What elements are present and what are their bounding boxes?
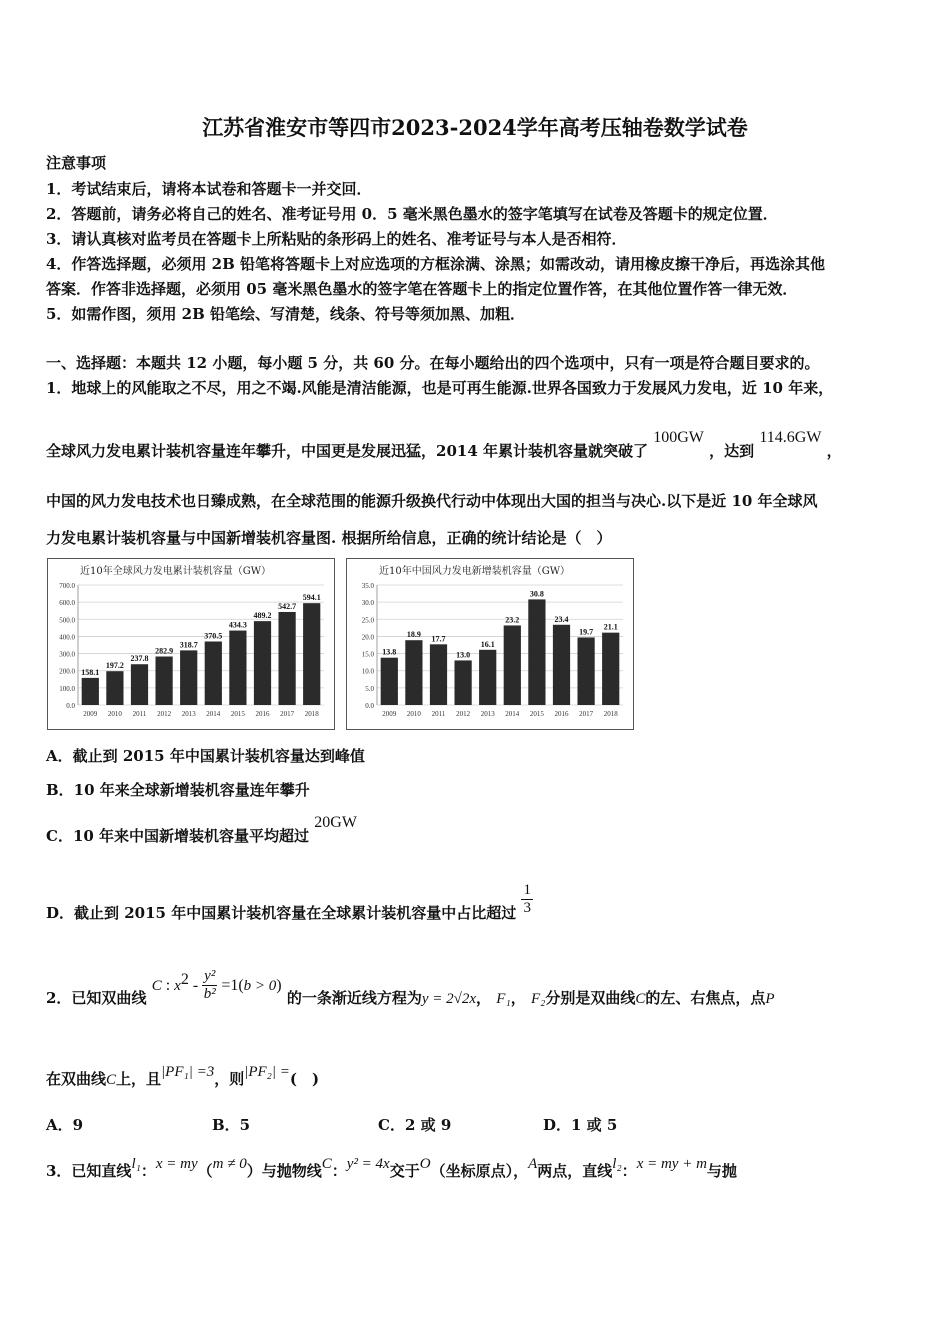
q3-line1	[46, 1152, 737, 1180]
q2-line1: 2．已知双曲线 C : $x^2$ - $\frac{\text{y²}}{\text{b²}}$ =1(b > 0) 的一条渐近线方程为y = 2√2x， F₁， F₂分别是双曲线C的左、右焦点，点P	[46, 968, 775, 1007]
bar	[454, 660, 471, 705]
math-l1: l₁	[131, 1156, 141, 1172]
fraction-y2-b2	[202, 968, 217, 1003]
q1-text: ，	[826, 442, 842, 460]
math-20gw: 20GW	[314, 814, 357, 831]
math-114gw: 114.6GW	[759, 429, 822, 446]
q2-option-c[interactable]: C．2 或 9	[378, 1116, 452, 1134]
data-label: 13.0	[456, 650, 471, 660]
q1-option-d[interactable]	[46, 870, 533, 922]
y-tick-label: 500.0	[59, 616, 75, 625]
y-tick-label: 0.0	[66, 702, 75, 710]
x-tick-label: 2011	[431, 710, 446, 718]
q2-text: ( )	[289, 1070, 320, 1088]
notice-heading: 注意事项	[46, 154, 107, 172]
y-tick-label: 20.0	[361, 633, 374, 642]
y-tick-label: 25.0	[361, 616, 374, 625]
chart-title: 近10年全球风力发电累计装机容量（GW）	[80, 566, 271, 577]
q2-text: ，	[510, 988, 526, 1007]
q1-line3: 中国的风力发电技术也日臻成熟，在全球范围的能源升级换代行动中体现出大国的担当与决心.以下是近 10 年全球风	[46, 492, 818, 510]
bar	[229, 631, 246, 705]
y-tick-label: 400.0	[59, 633, 75, 642]
q2-text: ，则	[214, 1070, 245, 1088]
q1-option-c[interactable]	[46, 814, 357, 846]
bar	[577, 637, 594, 705]
x-tick-label: 2012	[456, 710, 471, 718]
math-asymptote: y = 2√2x	[421, 990, 477, 1007]
data-label: 594.1	[302, 593, 321, 603]
math-100gw: 100GW	[653, 429, 704, 446]
notice-item-4-cont: 答案．作答非选择题，必须用 05 毫米黑色墨水的签字笔在答题卡上的指定位置作答，在其他位置作答一律无效．	[46, 280, 798, 298]
q2-text: 上，且	[116, 1070, 162, 1088]
math-x: x	[174, 977, 181, 994]
x-tick-label: 2012	[157, 710, 172, 718]
bar	[303, 603, 320, 705]
q3-text: 3．已知直线	[46, 1162, 132, 1180]
data-label: 21.1	[603, 622, 618, 632]
q2-text: 的左、右焦点，点	[645, 988, 766, 1007]
x-tick-label: 2009	[382, 710, 397, 718]
bar	[155, 657, 172, 705]
data-label: 318.7	[179, 640, 198, 650]
math-PF2: |PF₂| =	[244, 1064, 290, 1080]
math-minus: -	[188, 976, 203, 994]
notice-item-4: 4．作答选择题，必须用 2B 铅笔将答题卡上对应选项的方框涂满、涂黑；如需改动，请用橡皮擦干净后，再选涂其他	[46, 255, 826, 273]
math-C: C	[151, 977, 162, 994]
section-heading: 一、选择题：本题共 12 小题，每小题 5 分，共 60 分。在每小题给出的四个选项中，只有一项是符合题目要求的。	[46, 354, 820, 372]
math-colon: :	[161, 976, 175, 994]
chart-china-new	[346, 558, 634, 730]
x-tick-label: 2017	[280, 710, 295, 718]
y-tick-label: 0.0	[365, 702, 374, 710]
bar	[405, 640, 422, 705]
x-tick-label: 2014	[206, 710, 221, 718]
math-l2: l₂	[612, 1156, 622, 1172]
y-tick-label: 30.0	[361, 599, 374, 608]
data-label: 30.8	[529, 589, 544, 599]
q3-text: ：	[621, 1162, 637, 1180]
x-tick-label: 2017	[579, 710, 594, 718]
q1-text: 全球风力发电累计装机容量连年攀升，中国更是发展迅猛，2014 年累计装机容量就突破了	[46, 442, 648, 460]
math-P: P	[765, 990, 775, 1007]
math-paren: )	[276, 976, 282, 994]
x-tick-label: 2013	[181, 710, 196, 718]
q1-option-a[interactable]: A．截止到 2015 年中国累计装机容量达到峰值	[46, 747, 365, 765]
q3-text: 两点，直线	[537, 1162, 613, 1180]
q3-text: ）与抛物线	[246, 1162, 322, 1180]
x-tick-label: 2018	[304, 710, 319, 718]
math-PF1: |PF₁| =3	[161, 1064, 215, 1080]
math-cond: m ≠ 0	[212, 1156, 247, 1172]
x-tick-label: 2016	[255, 710, 270, 718]
q2-text: ，	[476, 988, 492, 1007]
q1-text: ，达到	[709, 442, 755, 460]
x-tick-label: 2018	[603, 710, 618, 718]
q3-text: （坐标原点），	[430, 1162, 529, 1180]
math-eq1: x = my	[155, 1156, 198, 1172]
bar	[278, 612, 295, 705]
q2-text: 分别是双曲线	[545, 988, 636, 1007]
x-tick-label: 2009	[83, 710, 98, 718]
bar	[131, 664, 148, 705]
q3-text: （	[197, 1162, 213, 1180]
y-tick-label: 100.0	[59, 684, 75, 693]
data-label: 13.8	[382, 647, 397, 657]
q2-text: 2．已知双曲线	[46, 988, 147, 1007]
notice-item-3: 3．请认真核对监考员在答题卡上所粘贴的条形码上的姓名、准考证号与本人是否相符．	[46, 230, 627, 248]
bar	[106, 671, 123, 705]
math-C: C	[106, 1072, 117, 1088]
bar	[205, 641, 222, 705]
x-tick-label: 2015	[529, 710, 544, 718]
data-label: 370.5	[204, 631, 223, 641]
data-label: 23.4	[554, 614, 569, 624]
q1-option-b[interactable]: B．10 年来全球新增装机容量连年攀升	[46, 781, 310, 799]
q3-text: 交于	[389, 1162, 420, 1180]
data-label: 17.7	[431, 634, 446, 644]
x-tick-label: 2010	[107, 710, 122, 718]
q2-option-a[interactable]: A．9	[46, 1116, 84, 1134]
math-C: C	[635, 990, 646, 1007]
q2-text: 的一条渐近线方程为	[286, 988, 422, 1007]
y-tick-label: 600.0	[59, 599, 75, 608]
option-d-text: D．截止到 2015 年中国累计装机容量在全球累计装机容量中占比超过	[46, 903, 517, 922]
bar	[553, 625, 570, 705]
q2-text: 在双曲线	[46, 1070, 107, 1088]
x-tick-label: 2015	[230, 710, 245, 718]
bar	[479, 650, 496, 705]
q1-line1: 1．地球上的风能取之不尽，用之不竭.风能是清洁能源，也是可再生能源.世界各国致力于发展风力发电，近 10 年来，	[46, 379, 834, 397]
fraction-numerator: 1	[523, 882, 531, 898]
bar	[528, 599, 545, 705]
bar	[381, 658, 398, 705]
math-b-gt-0: b > 0	[243, 977, 277, 994]
math-eq2: y² = 4x	[346, 1156, 390, 1172]
chart-global-cumulative	[47, 558, 335, 730]
x-tick-label: 2014	[505, 710, 520, 718]
q3-text: ：	[331, 1162, 347, 1180]
y-tick-label: 300.0	[59, 650, 75, 659]
bar	[430, 644, 447, 705]
q1-line2	[46, 429, 842, 461]
math-eq3: x = my + m	[636, 1156, 707, 1172]
bar	[504, 625, 521, 705]
data-label: 237.8	[130, 654, 149, 664]
fraction-numerator: y²	[204, 968, 216, 984]
y-tick-label: 200.0	[59, 667, 75, 676]
chart-china-svg	[347, 559, 633, 729]
y-tick-label: 5.0	[365, 684, 374, 693]
fraction-one-third	[521, 882, 533, 917]
option-c-text: C．10 年来中国新增装机容量平均超过	[46, 827, 310, 845]
math-C: C	[321, 1156, 332, 1172]
data-label: 23.2	[505, 615, 520, 625]
x-tick-label: 2013	[480, 710, 495, 718]
notice-item-5: 5．如需作图，须用 2B 铅笔绘、写清楚，线条、符号等须加黑、加粗．	[46, 305, 525, 323]
data-label: 282.9	[155, 646, 174, 656]
notice-item-2: 2．答题前，请务必将自己的姓名、准考证号用 0．5 毫米黑色墨水的签字笔填写在试卷及答题卡的规定位置．	[46, 205, 778, 223]
q3-text: ：	[140, 1162, 156, 1180]
data-label: 434.3	[228, 620, 247, 630]
bar	[180, 650, 197, 705]
fraction-denominator: b²	[203, 986, 216, 1002]
bar	[254, 621, 271, 705]
q3-text: 与抛	[706, 1162, 737, 1180]
data-label: 197.2	[105, 661, 124, 671]
data-label: 542.7	[278, 601, 297, 611]
fraction-denominator: 3	[523, 900, 531, 916]
y-tick-label: 35.0	[361, 582, 374, 590]
math-F1: F₁	[496, 990, 511, 1007]
x-tick-label: 2010	[406, 710, 421, 718]
q2-option-d[interactable]: D．1 或 5	[543, 1116, 618, 1134]
data-label: 158.1	[81, 667, 100, 677]
q2-option-b[interactable]: B．5	[212, 1116, 251, 1134]
chart-global-svg	[48, 559, 334, 729]
data-label: 19.7	[579, 627, 594, 637]
data-label: 16.1	[480, 639, 495, 649]
page-title: 江苏省淮安市等四市2023-2024学年高考压轴卷数学试卷	[202, 115, 748, 140]
math-eq: =1(	[217, 976, 244, 994]
q2-line2	[46, 1060, 320, 1088]
chart-title: 近10年中国风力发电新增装机容量（GW）	[379, 566, 570, 577]
bar	[602, 633, 619, 705]
bar	[82, 678, 99, 705]
q1-line4: 力发电累计装机容量与中国新增装机容量图. 根据所给信息，正确的统计结论是（ ）	[46, 529, 612, 547]
data-label: 18.9	[406, 630, 421, 640]
x-tick-label: 2011	[132, 710, 147, 718]
x-tick-label: 2016	[554, 710, 569, 718]
notice-item-1: 1．考试结束后，请将本试卷和答题卡一并交回．	[46, 180, 372, 198]
math-O: O	[419, 1156, 431, 1172]
data-label: 489.2	[253, 611, 272, 621]
math-F2: F₂	[530, 990, 546, 1007]
math-A: A	[528, 1156, 538, 1172]
y-tick-label: 700.0	[59, 582, 75, 590]
y-tick-label: 15.0	[361, 650, 374, 659]
y-tick-label: 10.0	[361, 667, 374, 676]
